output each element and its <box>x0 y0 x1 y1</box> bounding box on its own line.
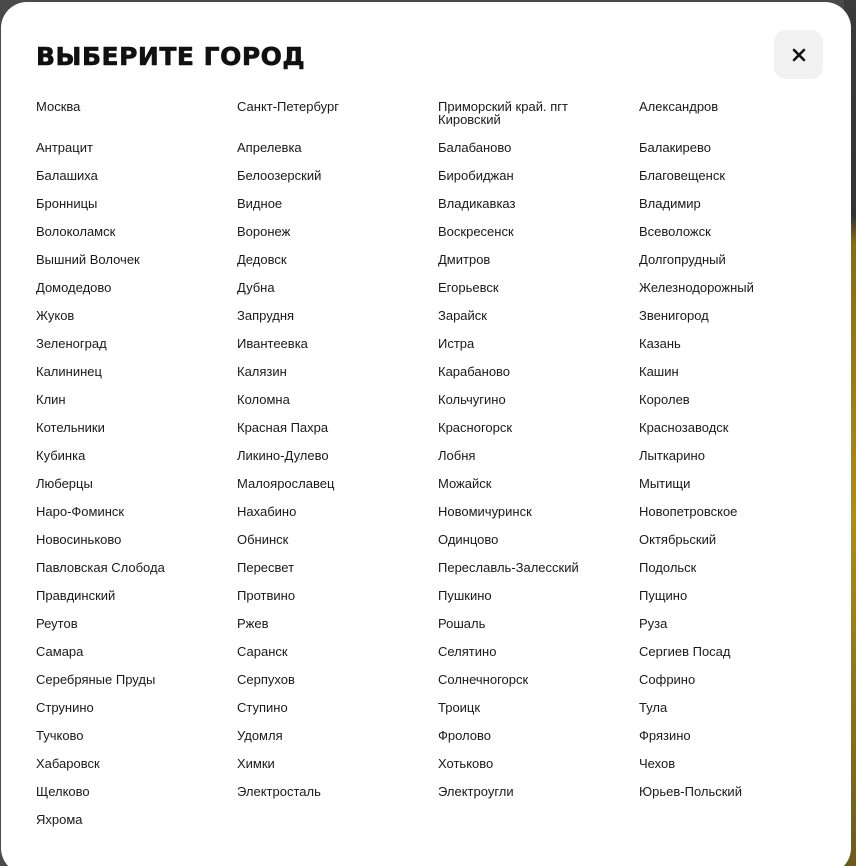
city-item[interactable]: Дмитров <box>438 252 491 267</box>
city-item[interactable]: Вышний Волочек <box>36 252 140 267</box>
city-list <box>36 98 836 839</box>
city-item[interactable]: Кашин <box>639 364 679 379</box>
city-item[interactable]: Новомичуринск <box>438 504 532 519</box>
city-item[interactable]: Софрино <box>639 672 696 687</box>
city-item[interactable]: Люберцы <box>36 476 93 491</box>
city-item[interactable]: Яхрома <box>36 812 83 827</box>
city-item[interactable]: Зеленоград <box>36 336 107 351</box>
city-item[interactable]: Калининец <box>36 364 102 379</box>
city-item[interactable]: Коломна <box>237 392 290 407</box>
city-item[interactable]: Чехов <box>639 756 676 771</box>
city-item[interactable]: Переславль-Залесский <box>438 560 579 575</box>
city-item[interactable]: Можайск <box>438 476 492 491</box>
city-item[interactable]: Троицк <box>438 700 481 715</box>
city-item[interactable]: Железнодорожный <box>639 280 754 295</box>
city-item[interactable]: Тула <box>639 700 668 715</box>
city-item[interactable]: Пересвет <box>237 560 295 575</box>
city-item[interactable]: Селятино <box>438 644 497 659</box>
city-item[interactable]: Королев <box>639 392 690 407</box>
city-item[interactable]: Долгопрудный <box>639 252 726 267</box>
city-item[interactable]: Запрудня <box>237 308 295 323</box>
city-item[interactable]: Жуков <box>36 308 75 323</box>
city-item[interactable]: Самара <box>36 644 84 659</box>
city-item[interactable]: Тучково <box>36 728 84 743</box>
city-item[interactable]: Рошаль <box>438 616 486 631</box>
city-item[interactable]: Электросталь <box>237 784 321 799</box>
city-item[interactable]: Егорьевск <box>438 280 499 295</box>
city-item[interactable]: Санкт-Петербург <box>237 99 339 114</box>
city-item[interactable]: Руза <box>639 616 668 631</box>
city-item[interactable]: Казань <box>639 336 681 351</box>
city-item[interactable]: Красногорск <box>438 420 513 435</box>
city-item[interactable]: Лобня <box>438 448 476 463</box>
city-item[interactable]: Ржев <box>237 616 269 631</box>
city-item[interactable]: Хабаровск <box>36 756 100 771</box>
city-item[interactable]: Химки <box>237 756 275 771</box>
city-item[interactable]: Новопетровское <box>639 504 738 519</box>
city-item[interactable]: Одинцово <box>438 532 499 547</box>
city-item[interactable]: Пущино <box>639 588 688 603</box>
city-item[interactable]: Клин <box>36 392 66 407</box>
city-item[interactable]: Александров <box>639 99 719 114</box>
city-item[interactable]: Ивантеевка <box>237 336 308 351</box>
city-item[interactable]: Истра <box>438 336 475 351</box>
city-item[interactable]: Антрацит <box>36 140 93 155</box>
city-item[interactable]: Владикавказ <box>438 196 516 211</box>
city-item[interactable]: Кубинка <box>36 448 86 463</box>
close-button[interactable] <box>774 30 823 79</box>
city-item[interactable]: Дедовск <box>237 252 287 267</box>
city-item[interactable]: Балашиха <box>36 168 98 183</box>
city-item[interactable]: Видное <box>237 196 283 211</box>
city-item[interactable]: Сергиев Посад <box>639 644 731 659</box>
city-item[interactable]: Фрязино <box>639 728 691 743</box>
city-item[interactable]: Малоярославец <box>237 476 335 491</box>
city-item[interactable]: Благовещенск <box>639 168 726 183</box>
city-item[interactable]: Красная Пахра <box>237 420 329 435</box>
city-item[interactable]: Солнечногорск <box>438 672 529 687</box>
city-item[interactable]: Котельники <box>36 420 105 435</box>
close-icon <box>792 48 806 62</box>
city-item[interactable]: Биробиджан <box>438 168 514 183</box>
city-item[interactable]: Калязин <box>237 364 287 379</box>
city-item[interactable]: Краснозаводск <box>639 420 729 435</box>
city-item[interactable]: Мытищи <box>639 476 691 491</box>
city-item[interactable]: Домодедово <box>36 280 112 295</box>
city-item[interactable]: Зарайск <box>438 308 487 323</box>
city-item[interactable]: Нахабино <box>237 504 297 519</box>
city-item[interactable]: Удомля <box>237 728 283 743</box>
city-item[interactable]: Хотьково <box>438 756 494 771</box>
city-item[interactable]: Щелково <box>36 784 90 799</box>
city-select-modal <box>1 2 851 866</box>
city-item[interactable]: Москва <box>36 99 81 114</box>
city-item[interactable]: Ступино <box>237 700 288 715</box>
city-item[interactable]: Бронницы <box>36 196 98 211</box>
city-item[interactable]: Звенигород <box>639 308 709 323</box>
city-item[interactable]: Карабаново <box>438 364 511 379</box>
city-item[interactable]: Подольск <box>639 560 697 575</box>
city-item[interactable]: Апрелевка <box>237 140 302 155</box>
city-item[interactable]: Фролово <box>438 728 492 743</box>
city-item[interactable]: Волоколамск <box>36 224 116 239</box>
city-item[interactable]: Всеволожск <box>639 224 711 239</box>
city-item[interactable]: Серебряные Пруды <box>36 672 156 687</box>
city-item[interactable]: Приморский край. пгт Кировский <box>438 99 568 127</box>
city-item[interactable]: Ликино-Дулево <box>237 448 329 463</box>
city-item[interactable]: Воронеж <box>237 224 291 239</box>
city-item[interactable]: Лыткарино <box>639 448 705 463</box>
city-item[interactable]: Пушкино <box>438 588 492 603</box>
city-item[interactable]: Саранск <box>237 644 288 659</box>
city-item[interactable]: Обнинск <box>237 532 289 547</box>
city-item[interactable]: Правдинский <box>36 588 116 603</box>
city-item[interactable]: Струнино <box>36 700 94 715</box>
city-item[interactable]: Воскресенск <box>438 224 514 239</box>
city-item[interactable]: Электроугли <box>438 784 514 799</box>
city-item[interactable]: Протвино <box>237 588 296 603</box>
city-item[interactable]: Балабаново <box>438 140 512 155</box>
city-item[interactable]: Октябрьский <box>639 532 717 547</box>
city-item[interactable]: Реутов <box>36 616 78 631</box>
city-item[interactable]: Белоозерский <box>237 168 322 183</box>
city-item[interactable]: Кольчугино <box>438 392 506 407</box>
city-item[interactable]: Наро-Фоминск <box>36 504 125 519</box>
modal-title: ВЫБЕРИТЕ ГОРОД <box>36 42 306 71</box>
city-item[interactable]: Новосиньково <box>36 532 122 547</box>
city-item[interactable]: Серпухов <box>237 672 295 687</box>
city-item[interactable]: Дубна <box>237 280 275 295</box>
city-item[interactable]: Балакирево <box>639 140 711 155</box>
city-item[interactable]: Юрьев-Польский <box>639 784 742 799</box>
city-item[interactable]: Владимир <box>639 196 701 211</box>
city-item[interactable]: Павловская Слобода <box>36 560 165 575</box>
